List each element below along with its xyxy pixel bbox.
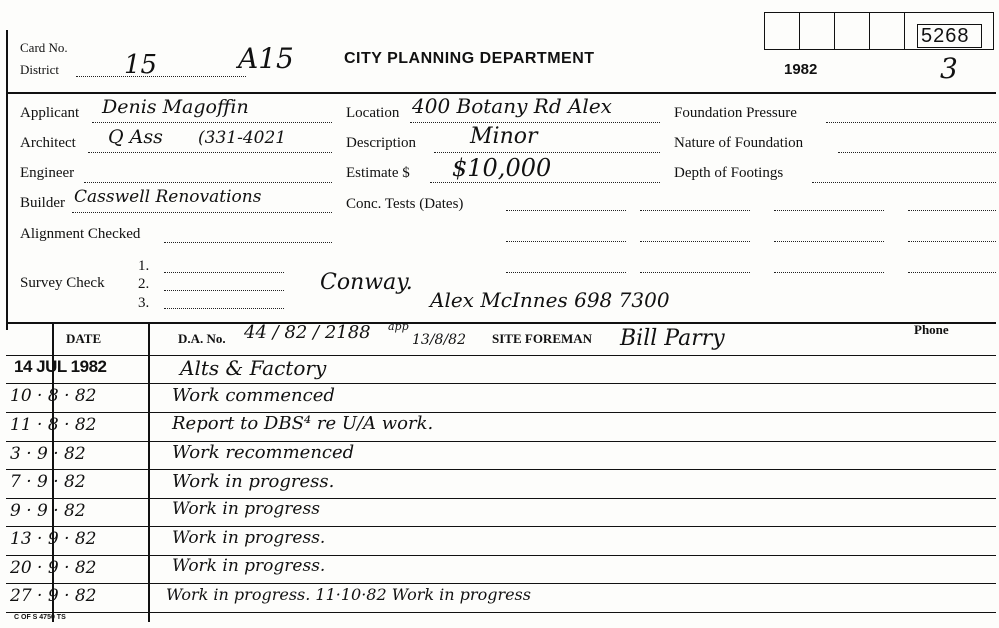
engineer-label: Engineer: [20, 165, 75, 181]
da-number-value: 44 / 82 / 2188: [244, 322, 371, 343]
alignment-label: Alignment Checked: [20, 226, 141, 242]
left-margin-line: [6, 30, 8, 330]
location-value: 400 Botany Rd Alex: [412, 94, 612, 118]
table-row-date: 27 · 9 · 82: [10, 586, 97, 606]
survey-item-1: 1.: [138, 258, 150, 274]
survey-note-line2: Alex McInnes 698 7300: [430, 288, 670, 312]
table-row-date: 11 · 8 · 82: [10, 415, 97, 435]
footer-code: C OF S 4750 TS: [14, 614, 66, 621]
table-row-date: 3 · 9 · 82: [10, 444, 86, 464]
date-column-header: DATE: [66, 331, 102, 346]
table-row-date: 7 · 9 · 82: [10, 472, 86, 492]
table-row-entry: Work in progress.: [172, 471, 335, 492]
architect-phone: (331-4021: [198, 128, 287, 148]
table-row-date: 13 · 9 · 82: [10, 529, 97, 549]
nature-of-foundation-label: Nature of Foundation: [674, 135, 804, 151]
card-no-label: Card No.: [20, 40, 68, 55]
card-sequence: 3: [940, 52, 958, 85]
architect-value: Q Ass: [108, 126, 163, 148]
location-label: Location: [346, 105, 400, 121]
conc-tests-label: Conc. Tests (Dates): [346, 196, 464, 212]
site-foreman-label: SITE FOREMAN: [492, 331, 593, 346]
builder-value: Casswell Renovations: [74, 187, 262, 207]
table-row-date: 10 · 8 · 82: [10, 386, 97, 406]
builder-label: Builder: [20, 195, 65, 211]
da-approval-tag: app: [388, 320, 409, 333]
survey-check-label: Survey Check: [20, 275, 105, 291]
card-year: 1982: [784, 61, 818, 78]
table-row-entry: Work commenced: [172, 385, 335, 406]
table-row-entry: Work in progress.: [172, 528, 326, 548]
applicant-value: Denis Magoffin: [102, 96, 249, 118]
table-row-date: 20 · 9 · 82: [10, 558, 97, 578]
da-number-label: D.A. No.: [178, 331, 226, 346]
table-row-date: 9 · 9 · 82: [10, 501, 86, 521]
survey-note-line1: Conway.: [320, 270, 413, 295]
district-label: District: [20, 62, 59, 77]
table-row-entry: Alts & Factory: [180, 356, 327, 380]
table-row-entry: Report to DBS⁴ re U/A work.: [172, 413, 434, 434]
department-title: CITY PLANNING DEPARTMENT: [344, 50, 595, 67]
district-code: A15: [238, 42, 294, 75]
foundation-pressure-label: Foundation Pressure: [674, 105, 797, 121]
description-label: Description: [346, 135, 416, 151]
estimate-value: $10,000: [452, 154, 552, 182]
district-underline: [76, 76, 246, 77]
site-foreman-value: Bill Parry: [620, 326, 725, 351]
table-row-entry: Work in progress: [172, 499, 320, 519]
entry-column-divider: [148, 322, 150, 622]
architect-label: Architect: [20, 135, 76, 151]
depth-of-footings-label: Depth of Footings: [674, 165, 784, 181]
survey-item-2: 2.: [138, 276, 150, 292]
da-approval-date: 13/8/82: [412, 332, 466, 348]
phone-label: Phone: [914, 322, 949, 337]
table-row-date: 14 JUL 1982: [14, 357, 107, 376]
table-row-entry: Work in progress. 11·10·82 Work in progress: [166, 585, 531, 604]
estimate-label: Estimate $: [346, 165, 410, 181]
district-value: 15: [124, 50, 158, 80]
description-value: Minor: [470, 124, 538, 149]
survey-item-3: 3.: [138, 295, 150, 311]
card-number: 5268: [921, 25, 970, 47]
log-top-rule: [6, 322, 996, 324]
table-row-entry: Work in progress.: [172, 556, 326, 576]
table-row-entry: Work recommenced: [172, 442, 355, 463]
applicant-label: Applicant: [20, 105, 80, 121]
